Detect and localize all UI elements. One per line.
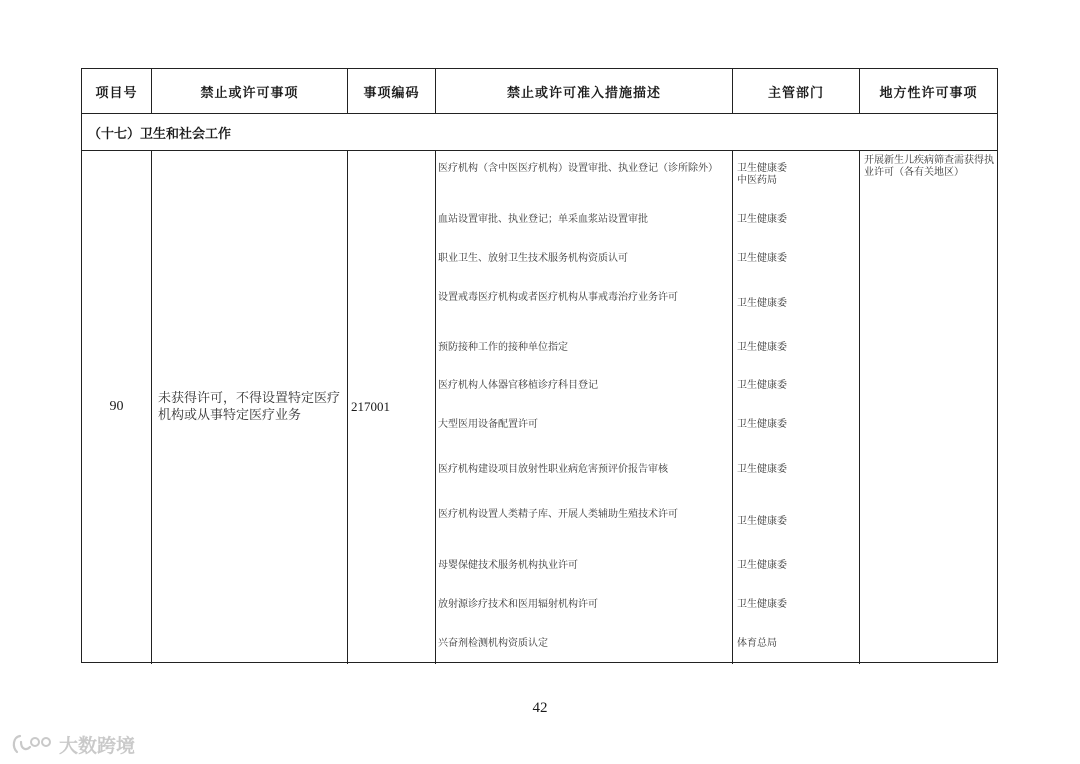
header-project-number: 项目号 xyxy=(95,85,138,101)
column-divider xyxy=(859,150,860,664)
local-permit-text: 开展新生儿疾病筛查需获得执业许可（各有关地区） xyxy=(864,155,994,178)
column-divider xyxy=(732,150,733,664)
row-item-description: 未获得许可，不得设置特定医疗机构或从事特定医疗业务 xyxy=(158,391,341,423)
measure-department: 卫生健康委 xyxy=(737,342,787,353)
measure-text: 血站设置审批、执业登记；单采血浆站设置审批 xyxy=(438,214,648,225)
measure-department: 卫生健康委 xyxy=(737,599,787,610)
row-project-number: 90 xyxy=(109,399,124,414)
row-item-code: 217001 xyxy=(351,399,390,414)
measure-text: 医疗机构（含中医医疗机构）设置审批、执业登记（诊所除外） xyxy=(438,163,718,174)
measure-text: 放射源诊疗技术和医用辐射机构许可 xyxy=(438,599,598,610)
measure-text: 医疗机构设置人类精子库、开展人类辅助生殖技术许可 xyxy=(438,509,678,520)
measure-department: 卫生健康委 xyxy=(737,419,787,430)
measure-department: 体育总局 xyxy=(737,638,777,649)
measure-text: 母婴保健技术服务机构执业许可 xyxy=(438,560,578,571)
measure-text: 设置戒毒医疗机构或者医疗机构从事戒毒治疗业务许可 xyxy=(438,292,678,303)
header-measure-description: 禁止或许可准入措施描述 xyxy=(506,85,661,101)
regulation-table xyxy=(81,68,998,663)
header-item: 禁止或许可事项 xyxy=(200,85,299,101)
measure-text: 大型医用设备配置许可 xyxy=(438,419,538,430)
watermark xyxy=(10,731,135,758)
header-department: 主管部门 xyxy=(767,85,824,101)
watermark-logo-icon xyxy=(10,733,54,757)
measure-text: 职业卫生、放射卫生技术服务机构资质认可 xyxy=(438,253,628,264)
measure-department: 卫生健康委 中医药局 xyxy=(737,163,787,186)
measure-text: 医疗机构建设项目放射性职业病危害预评价报告审核 xyxy=(438,464,668,475)
measure-department: 卫生健康委 xyxy=(737,560,787,571)
measure-text: 兴奋剂检测机构资质认定 xyxy=(438,638,548,649)
watermark-text: 大数跨境 xyxy=(59,735,136,757)
header-local-permit: 地方性许可事项 xyxy=(879,85,978,101)
measure-department: 卫生健康委 xyxy=(737,464,787,475)
page-number: 42 xyxy=(532,700,548,716)
section-title: （十七）卫生和社会工作 xyxy=(88,127,232,142)
measure-department: 卫生健康委 xyxy=(737,380,787,391)
measure-text: 预防接种工作的接种单位指定 xyxy=(438,342,568,353)
measure-department: 卫生健康委 xyxy=(737,214,787,225)
measure-department: 卫生健康委 xyxy=(737,516,787,527)
measure-text: 医疗机构人体器官移植诊疗科目登记 xyxy=(438,380,598,391)
column-divider xyxy=(435,150,436,664)
measure-department: 卫生健康委 xyxy=(737,253,787,264)
header-code: 事项编码 xyxy=(363,85,420,101)
measure-department: 卫生健康委 xyxy=(737,298,787,309)
